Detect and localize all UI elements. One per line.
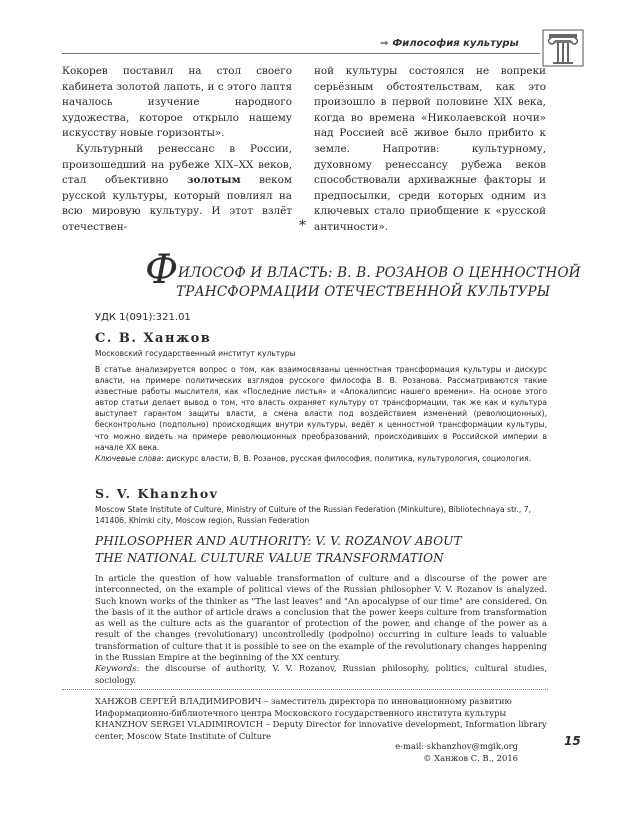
abstract-text: In article the question of how valuable transformation of culture and a discourse of the power are interconnected, on the example of political views of the Russian philosopher V. V. Rozanov is analyzed. Such known works of the thinker as "The last leaves" and "An apocalypse of our time" are considered. On the basis of it the author of article draws a conclusion that the power keeps culture from transformation as well as the culture acts as the guarantor of protection of the power, and change of the power as a result of the changes (revolutionary) uncontrolledly (podpolno) occurring in culture leads to valuable transformation of culture that it is possible to see on the example of the revolutionary changes happening in the Russian Empire at the beginning of the XX century. <box>95 573 547 663</box>
section-separator: * <box>299 218 306 234</box>
author-bio-en: KHANZHOV SERGEI VLADIMIROVICH – Deputy Director for innovative development, Information library center, Moscow State Institute of Culture <box>95 719 547 741</box>
keywords-en: Keywords: the discourse of authority, V. V. Rozanov, Russian philosophy, politics, cultural studies, sociology. <box>95 663 547 685</box>
author-name-ru: С. В. Ханжов <box>95 331 212 346</box>
author-name-en: S. V. Khanzhov <box>95 486 219 501</box>
footnote-divider <box>62 689 548 690</box>
intro-left-column <box>62 64 292 236</box>
author-bio-ru: ХАНЖОВ СЕРГЕЙ ВЛАДИМИРОВИЧ – заместитель директора по инновационному развитию Информационно-библиотечного центра Московского государственного института культуры <box>95 696 512 718</box>
intro-paragraph: ной культуры состоялся не вопреки серьёзным обстоятельствам, как это произошло в первой половине XIX века, когда во времена «Николаевской ночи» над Россией всё живое было прибито к земле. Напротив: культурному, духовному ренессансу рубежа веков способствовали архиважные факторы и предпосылки, среди которых одним из ключевых стало приобщение к «русской античности». <box>314 65 546 233</box>
keywords-ru: Ключевые слова: дискурс власти, В. В. Розанов, русская философия, политика, культурология, социология. <box>95 453 532 463</box>
column-capital-icon <box>541 28 585 68</box>
udk-code: УДК 1(091):321.01 <box>95 312 191 323</box>
arrow-icon: ⇒ <box>380 38 389 49</box>
running-header <box>380 38 519 49</box>
abstract-text: В статье анализируется вопрос о том, как взаимосвязаны ценностная трансформация культуры и дискурс власти, на примере политических взглядов русского философа В. В. Розанова. Рассматриваются такие известные работы мыслителя, как «Последние листья» и «Апокалипсис нашего времени». На основе этого автор статьи делает вывод о том, что власть охраняет культуру от трансформации, так же как и культура выступает гарантом защиты власти, а смена власти под воздействием изменений (революционных), бесконтрольно (подпольно) происходящих внутри культуры, ведёт к ценностной трансформации культуры, что можно видеть на примере революционных преобразований, происходивших в Российской империи в начале XX века. <box>95 365 547 452</box>
page-number: 15 <box>564 734 581 748</box>
abstract-ru <box>95 364 547 464</box>
contact-info <box>380 741 518 764</box>
section-title: Философия культуры <box>392 38 519 49</box>
header-rule <box>62 53 540 54</box>
intro-right-column <box>314 64 546 236</box>
article-title-line2: ТРАНСФОРМАЦИИ ОТЕЧЕСТВЕННОЙ КУЛЬТУРЫ <box>176 284 551 300</box>
intro-paragraph: Культурный ренессанс в России, произошедший на рубеже XIX–XX веков, стал объективно золотым веком русской культуры, который повлиял на всю мировую культуру. И этот взлёт отечествен- <box>62 142 292 233</box>
intro-paragraph: Кокорев поставил на стол своего кабинета золотой лапоть, и с этого лаптя началось изучение народного художества, которое открыло нашему искусству новые горизонты». <box>62 65 292 140</box>
article-title-line1: ИЛОСОФ И ВЛАСТЬ: В. В. РОЗАНОВ О ЦЕННОСТНОЙ <box>178 265 581 281</box>
article-title-en: PHILOSOPHER AND AUTHORITY: V. V. ROZANOV ABOUT THE NATIONAL CULTURE VALUE TRANSFORMATION <box>95 534 462 565</box>
affiliation-en: Moscow State Institute of Culture, Ministry of Culture of the Russian Federation (Minkulture), Bibliotechnaya str., 7, 141406, Khimki city, Moscow region, Russian Federation <box>95 505 531 525</box>
title-drop-cap: Ф <box>145 247 179 293</box>
abstract-en <box>95 573 547 686</box>
copyright: © Ханжов С. В., 2016 <box>423 752 518 763</box>
email-link[interactable]: e-mail: skhanzhov@mgik.org <box>395 741 518 751</box>
affiliation-ru: Московский государственный институт культуры <box>95 349 296 358</box>
